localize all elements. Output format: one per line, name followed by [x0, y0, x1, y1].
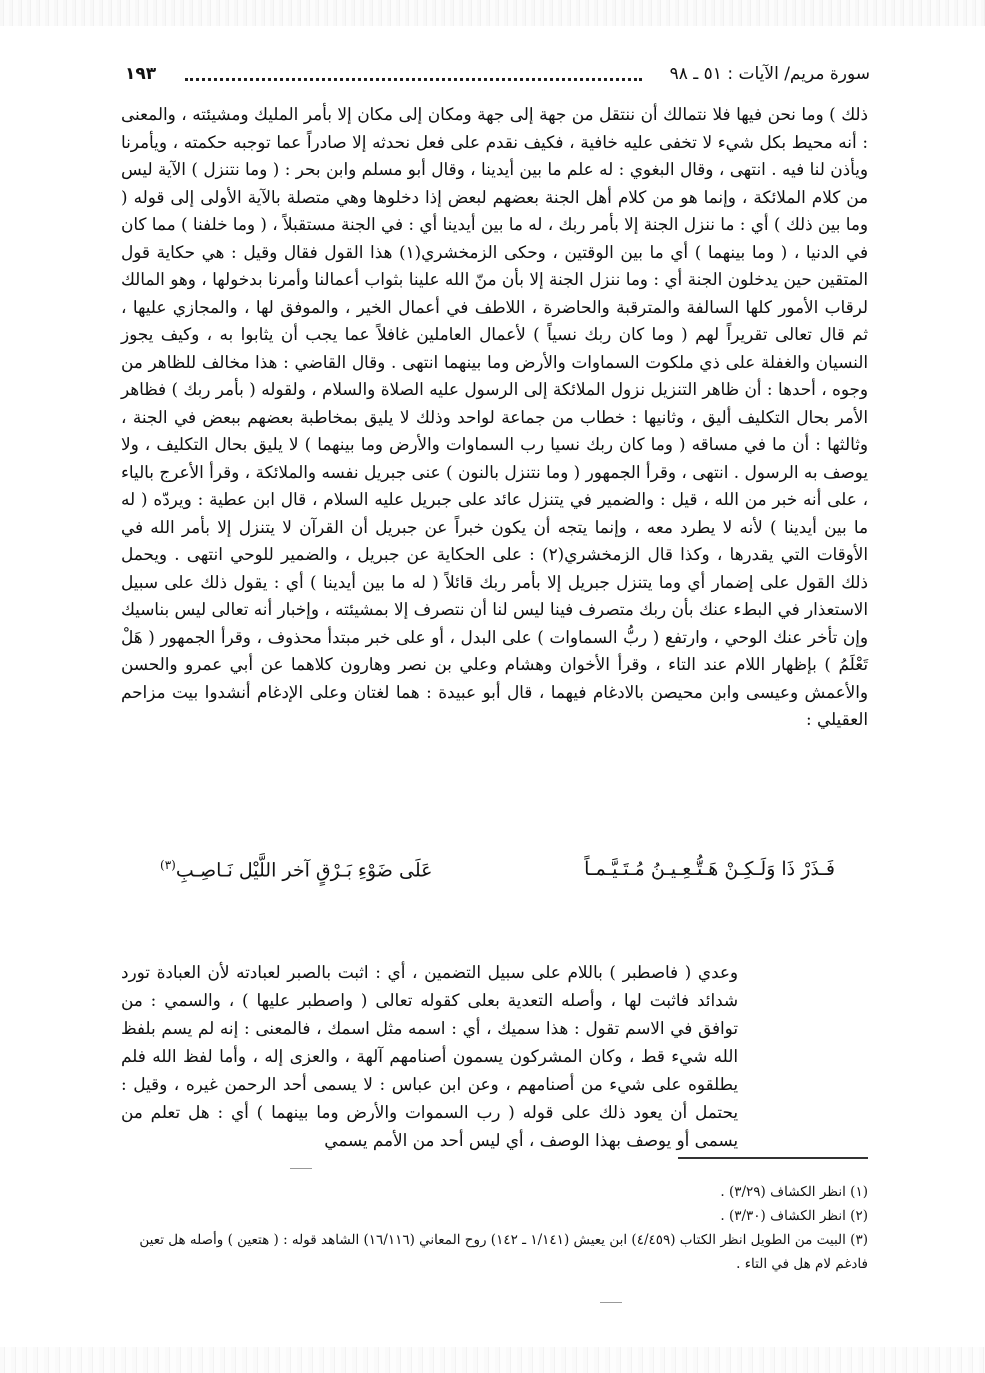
- scan-mark: [290, 1168, 312, 1169]
- page-number: ١٩٣: [125, 64, 157, 84]
- footnote-ref: (٣): [160, 858, 176, 872]
- scan-noise-top: [0, 0, 985, 26]
- scan-mark: [600, 1302, 622, 1303]
- footnote-1: (١) انظر الكشاف (٣/٢٩) .: [720, 1184, 868, 1200]
- scan-noise-bottom: [0, 1347, 985, 1373]
- paragraph: وعدي ( فاصطبر ) باللام على سبيل التضمين ، أي : اثبت بالصبر لعبادته لأن العبادة تورد شدائد فاثبت لها ، وأصله التعدية بعلى كقوله تعالى ( واصطبر عليها ) ، والسمي : من توافق في الاسم تقول : هذا سميك ، أي : اسمه مثل اسمك ، فالمعنى : إنه لم يسم بلفظ الله شيء قط ، وكان المشركون يسمون أصنامهم آلهة ، والعزى إله ، وأما لفظ الله فلم يطلقوه على شيء من أصنامهم ، وعن ابن عباس : لا يسمى أحد الرحمن غيره ، وقيل : يحتمل أن يعود ذلك على قوله ( رب السموات والأرض وما بينهما ) أي : هل تعلم من يسمى أو يوصف بهذا الوصف ، أي ليس أحد من الأمم يسمي: [121, 961, 738, 1150]
- main-text-continued: [121, 941, 868, 1171]
- header-title: سورة مريم/ الآيات : ٥١ ـ ٩٨: [669, 64, 870, 84]
- poem-verse: [160, 858, 835, 894]
- poem-hemistich-1: فَـذَرْ ذَا وَلَـكِـنْ هَـتُّـعِـيـنُ مُـتَـيَّـمـاً: [584, 858, 835, 880]
- paragraph: ذلك ) وما نحن فيها فلا نتمالك أن ننتقل من جهة إلى جهة ومكان إلى مكان إلا بأمر المليك ومشيئته ، والمعنى : أنه محيط بكل شيء لا تخفى عليه خافية ، فكيف نقدم على فعل نحدثه إلا صادراً عما توجبه حكمته ، ويأمرنا ويأذن لنا فيه . انتهى ، وقال البغوي : له علم ما بين أيدينا ، وقال أبو مسلم وابن بحر : ( وما نتنزل ) الآية ليس من كلام الملائكة ، وإنما هو من كلام أهل الجنة بعضهم لبعض إذا دخلوها وهي متصلة بالآية الأولى إلى قوله ( وما بين ذلك ) أي : ما ننزل الجنة إلا بأمر ربك ، له ما بين أيدينا أي : في الجنة مستقبلاً ، ( وما خلفنا ) مما كان في الدنيا ، ( وما بينهما ) أي ما بين الوقتين ، وحكى الزمخشري(١) هذا القول فقال وقيل : هي حكاية قول المتقين حين يدخلون الجنة أي : وما ننزل الجنة إلا بأن منّ الله علينا بثواب أعمالنا وأمرنا بدخولها ، وهو المالك لرقاب الأمور كلها السالفة والمترقبة والحاضرة ، اللاطف في أعمال الخير ، والموفق لها ، والمجازي عليها ، ثم قال تعالى تقريراً لهم ( وما كان ربك نسياً ) لأعمال العاملين غافلاً عما يجب أن يثابوا به ، وكيف يجوز النسيان والغفلة على ذي ملكوت السماوات والأرض وما بينهما انتهى . وقال القاضي : هذا مخالف للظاهر من وجوه ، أحدها : أن ظاهر التنزيل نزول الملائكة إلى الرسول عليه الصلاة والسلام ، ولقوله ( بأمر ربك ) فظاهر الأمر بحال التكليف أليق ، وثانيها : خطاب من جماعة لواحد وذلك لا يليق بمخاطبة بعضهم ببعض في الجنة ، وثالثها : أن ما في مساقه ( وما كان ربك نسيا رب السماوات والأرض وما بينهما ) لا يليق بحال التكليف ، ولا يوصف به الرسول . انتهى ، وقرأ الجمهور ( وما نتنزل بالنون ) عنى جبريل نفسه والملائكة ، وقرأ الأعرج بالياء ، على أنه خبر من الله ، قيل : والضمير في يتنزل عائد على جبريل عليه السلام ، قال ابن عطية : ويردّه ( له ما بين أيدينا ) لأنه لا يطرد معه ، وإنما يتجه أن يكون خبراً عن جبريل أن القرآن لا يتنزل إلا بأمر الله في الأوقات التي يقدرها ، وكذا قال الزمخشري(٢) : على الحكاية عن جبريل ، والضمير للوحي انتهى . ويحمل ذلك القول على إضمار أي وما يتنزل جبريل إلا بأمر ربك قائلاً ( له ما بين أيدينا ) أي : يقول ذلك على سبيل الاستعذار في البطء عنك بأن ربك متصرف فينا ليس لنا أن نتصرف إلا بمشيئته ، وإخبار أنه تعالى ليس بناسيك وإن تأخر عنك الوحي ، وارتفع ( ربُّ السماوات ) على البدل ، أو على خبر مبتدأ محذوف ، وقرأ الجمهور ( هَلْ تَعْلَمُ ) بإظهار اللام عند التاء ، وقرأ الأخوان وهشام وعلي بن نصر وهارون كلاهما عن أبي عمرو والحسن والأعمش وعيسى وابن محيصن بالادغام فيهما ، قال أبو عبيدة : هما لغتان وعلى الإدغام أنشدوا بيت مزاحم العقيلي :: [121, 104, 869, 729]
- footnote-separator: [678, 1157, 868, 1159]
- running-header: [125, 64, 870, 90]
- poem-hemistich-2: [160, 858, 432, 881]
- header-dot-leader: [185, 78, 642, 81]
- footnote-3: (٣) البيت من الطويل انظر الكتاب (٤/٤٥٩) ابن يعيش (١/١٤١ ـ ١٤٢) روح المعاني (١٦/١١٦) الشاهد قوله : ( هتعين ) وأصله هل تعين فادغم لام هل في التاء .: [139, 1232, 868, 1272]
- main-text: [121, 101, 868, 734]
- poem-hemistich-2-text: عَلَى ضَوْءِ بَـرْقٍ آخر اللَّيْل نَـاصِـبِ: [175, 859, 433, 882]
- footnote-2: (٢) انظر الكشاف (٣/٣٠) .: [720, 1208, 868, 1224]
- footnotes: [121, 1180, 868, 1276]
